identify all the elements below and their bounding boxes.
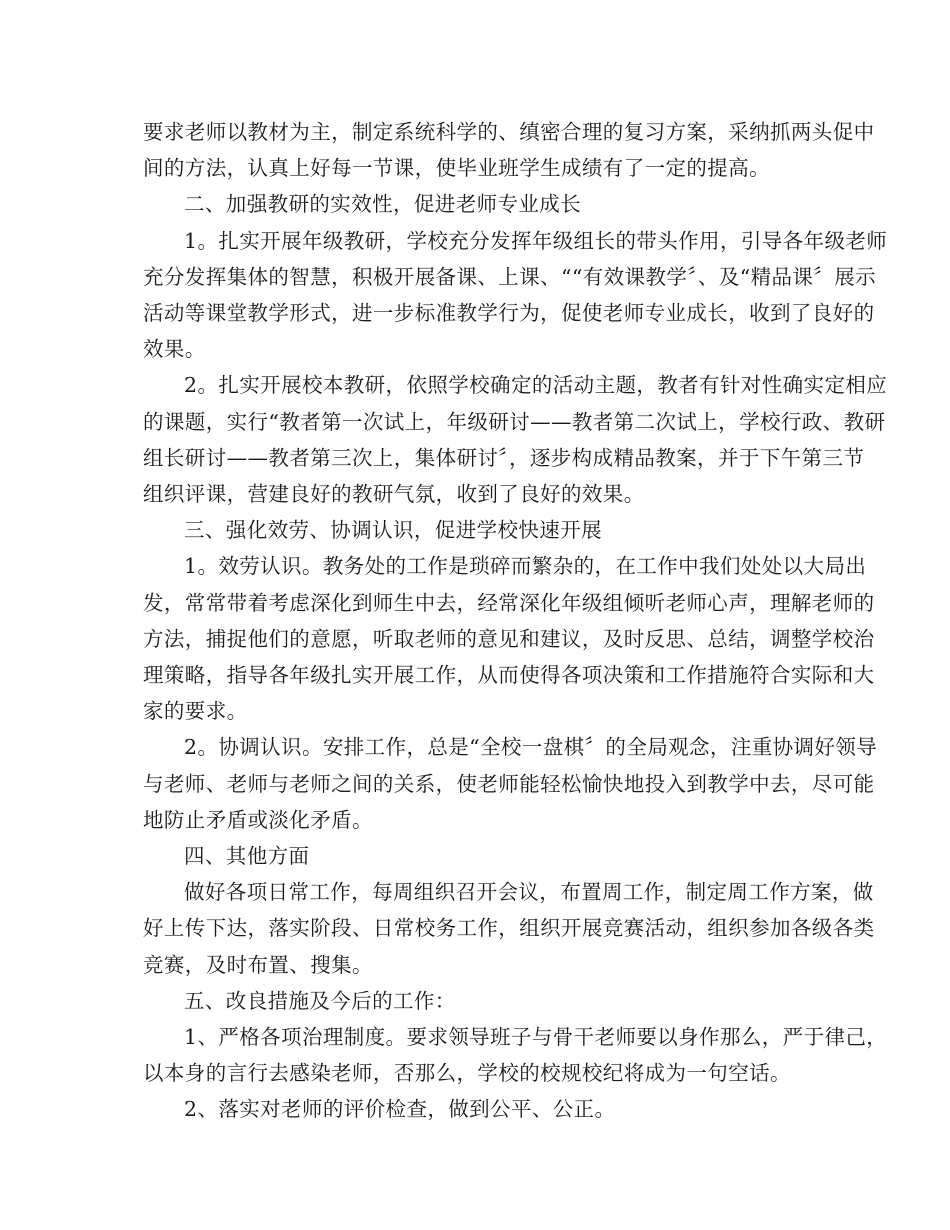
text-line: 方法，捕捉他们的意愿，听取老师的意见和建议，及时反思、总结，调整学校治: [143, 626, 875, 651]
text-line: 要求老师以教材为主，制定系统科学的、缜密合理的复习方案，采纳抓两头促中: [143, 120, 875, 144]
text-line: 二、加强教研的实效性，促进老师专业成长: [184, 192, 582, 217]
text-line: 五、改良措施及今后的工作：: [184, 988, 456, 1013]
paragraph: [143, 1019, 888, 1091]
paragraph: [143, 548, 875, 729]
paragraph: [143, 983, 810, 1019]
text-line: 充分发挥集体的智慧，积极开展备课、上课、““有效课教学〞、及“精品课〞展示: [143, 264, 876, 289]
text-line: 2。协调认识。安排工作，总是“全校一盘棋〞的全局观念，注重协调好领导: [184, 735, 878, 760]
text-line: 组织评课，营建良好的教研气氛，收到了良好的效果。: [143, 482, 645, 507]
paragraph: [143, 512, 810, 548]
text-line: 效果。: [143, 337, 206, 362]
text-line: 四、其他方面: [184, 844, 310, 869]
paragraph: [143, 1091, 810, 1127]
text-line: 1。效劳认识。教务处的工作是琐碎而繁杂的，在工作中我们处处以大局出: [184, 554, 867, 579]
text-line: 与老师、老师与老师之间的关系，使老师能轻松愉快地投入到教学中去，尽可能: [143, 771, 875, 796]
text-line: 以本身的言行去感染老师，否那么，学校的校规校纪将成为一句空话。: [143, 1061, 791, 1086]
text-line: 理策略，指导各年级扎实开展工作，从而使得各项决策和工作措施符合实际和大: [143, 663, 875, 688]
text-line: 家的要求。: [143, 699, 248, 724]
paragraph: [143, 838, 810, 874]
text-line: 组长研讨——教者第三次上，集体研讨〞，逐步构成精品教案，并于下午第三节: [143, 445, 865, 470]
text-line: 发，常常带着考虑深化到师生中去，经常深化年级组倾听老师心声，理解老师的: [143, 590, 875, 615]
text-line: 三、强化效劳、协调认识，促进学校快速开展: [184, 518, 602, 543]
text-line: 2、落实对老师的评价检查，做到公平、公正。: [184, 1097, 616, 1122]
paragraph: [143, 223, 888, 368]
text-line: 做好各项日常工作，每周组织召开会议，布置周工作，制定周工作方案，做: [184, 880, 874, 905]
paragraph: [143, 874, 875, 983]
paragraph: [143, 186, 810, 222]
paragraph: [143, 729, 878, 838]
text-line: 2。扎实开展校本教研，依照学校确定的活动主题，教者有针对性确实定相应: [184, 373, 888, 398]
text-line: 地防止矛盾或淡化矛盾。: [143, 807, 373, 832]
text-line: 的课题，实行“教者第一次试上，年级研讨——教者第二次试上，学校行政、教研: [143, 409, 886, 434]
document-body: [143, 114, 888, 1128]
text-line: 好上传下达，落实阶段、日常校务工作，组织开展竞赛活动，组织参加各级各类: [143, 916, 875, 941]
text-line: 1、严格各项治理制度。要求领导班子与骨干老师要以身作那么，严于律己，: [184, 1025, 888, 1050]
paragraph: [143, 114, 875, 186]
text-line: 竞赛，及时布置、搜集。: [143, 952, 373, 977]
paragraph: [143, 367, 888, 512]
text-line: 活动等课堂教学形式，进一步标准教学行为，促使老师专业成长，收到了良好的: [143, 301, 875, 326]
text-line: 间的方法，认真上好每一节课，使毕业班学生成绩有了一定的提高。: [143, 156, 770, 181]
text-line: 1。扎实开展年级教研，学校充分发挥年级组长的带头作用，引导各年级老师: [184, 228, 888, 253]
